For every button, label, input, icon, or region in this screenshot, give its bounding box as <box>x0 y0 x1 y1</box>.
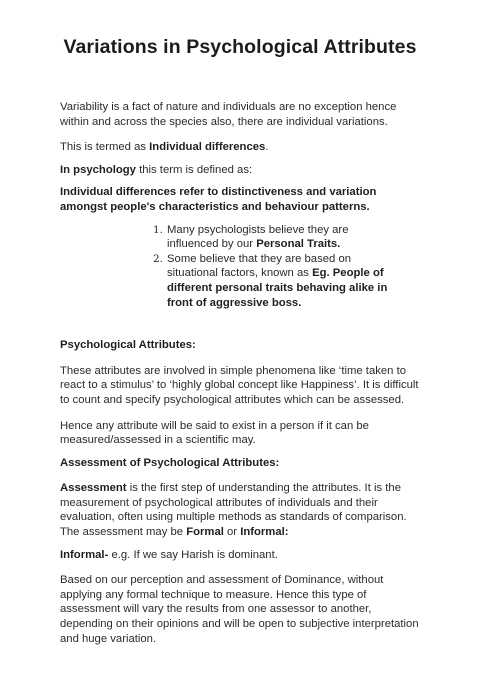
termed-paragraph <box>60 140 420 155</box>
list-number: 1. <box>153 223 164 236</box>
list-text: Some believe that they are based on situational factors, known as <box>167 252 352 280</box>
defined-paragraph <box>60 163 420 178</box>
list-number: 2. <box>153 252 164 265</box>
termed-post: . <box>265 141 269 154</box>
informal-post: e.g. If we say Harish is dominant. <box>108 548 278 561</box>
factors-list <box>60 223 420 311</box>
psych-paragraph-1: These attributes are involved in simple phenomena like ‘time taken to react to a stimulus’ to ‘highly global concept like Happiness’. It is difficult to count and specify psychological attributes which can be assessed. <box>60 364 419 406</box>
assess-bold-3: Informal: <box>240 526 289 539</box>
page-title: Variations in Psychological Attributes <box>63 36 417 58</box>
spacer <box>60 59 420 100</box>
assess-heading-text: Assessment of Psychological Attributes: <box>60 456 280 469</box>
assess-bold-2: Formal <box>186 526 224 539</box>
psych-heading-text: Psychological Attributes: <box>60 339 196 352</box>
defined-bold: In psychology <box>60 163 136 176</box>
termed-bold: Individual differences <box>149 141 266 154</box>
list-bold: Personal Traits. <box>256 238 341 251</box>
final-paragraph: Based on our perception and assessment of Dominance, without applying any formal technique to measure. Hence this type of assessment will vary the results from one assessor to another, depending on their opinions and will be open to subjective interpretation and huge variation. <box>60 574 419 645</box>
psych-paragraph-2: Hence any attribute will be said to exist in a person if it can be measured/assessed in a scientific may. <box>60 419 369 447</box>
termed-pre: This is termed as <box>60 141 150 154</box>
psych-heading <box>60 338 420 353</box>
intro-paragraph: Variability is a fact of nature and individuals are no exception hence within and across the species also, there are individual variations. <box>60 101 397 128</box>
informal-bold: Informal- <box>60 548 109 561</box>
defined-post: this term is defined as: <box>135 163 253 176</box>
assess-or: or <box>223 526 241 539</box>
definition-bold: Individual differences refer to distinctiveness and variation amongst people's characteristics and behaviour patterns. <box>60 186 377 213</box>
list-item <box>60 252 420 310</box>
assess-heading <box>60 456 420 471</box>
assess-paragraph <box>60 481 420 539</box>
definition-paragraph <box>60 185 420 214</box>
list-item <box>60 223 420 252</box>
informal-paragraph <box>60 548 420 563</box>
list-bold: Eg. People of different personal traits behaving alike in front of aggressive boss. <box>167 267 388 309</box>
assess-text: is the first step of understanding the attributes. It is the measurement of psychological attributes of individuals and their evaluation, often using multiple methods as standards of comparison. The assessment may be <box>60 482 407 539</box>
assess-bold-1: Assessment <box>60 482 127 495</box>
list-text: Many psychologists believe they are influenced by our <box>167 223 349 251</box>
